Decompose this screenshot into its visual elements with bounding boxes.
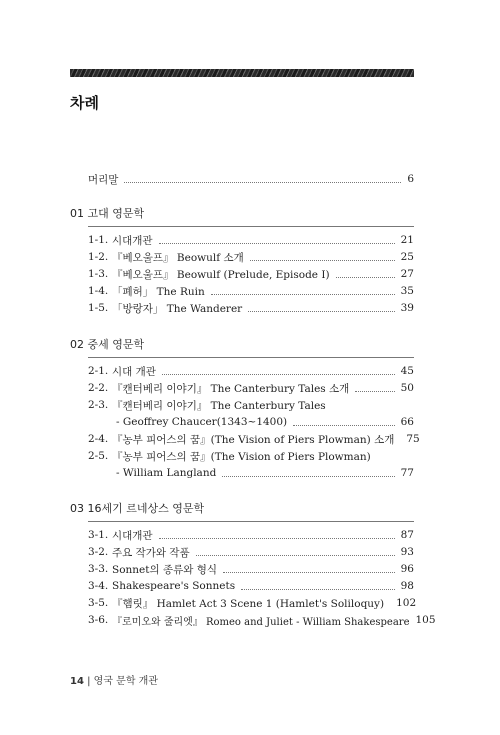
toc-entry-number: 2-3.	[88, 399, 109, 411]
toc-entry-title: 『농부 피어스의 꿈』(The Vision of Piers Plowman)	[112, 450, 371, 463]
toc-entry-title: 「폐허」 The Ruin	[112, 285, 205, 298]
toc-entry-title: 『캔터베리 이야기』 The Canterbury Tales 소개	[112, 382, 350, 395]
toc-entry[interactable]	[0, 611, 500, 629]
dot-leader	[293, 425, 394, 426]
toc-entry-continuation[interactable]	[0, 413, 500, 431]
toc-entry-title: 『로미오와 줄리엣』 Romeo and Juliet - William Shakespeare	[112, 616, 410, 628]
toc-entry-title: Sonnet의 종류와 형식	[112, 563, 218, 576]
toc-entry-number: 3-1.	[88, 529, 109, 541]
toc-page-number: 6	[407, 173, 414, 185]
toc-entry-number: 2-5.	[88, 450, 109, 462]
toc-entry[interactable]	[0, 362, 500, 380]
toc-entry-title: 시대 개관	[112, 365, 156, 378]
dot-leader	[159, 538, 395, 539]
toc-page-number: 102	[396, 597, 417, 609]
toc-entry-title: 시대개관	[112, 234, 153, 247]
toc-entry-title: 주요 작가와 작품	[112, 546, 190, 559]
toc-entry-number: 2-4.	[88, 433, 109, 445]
toc-entry[interactable]	[0, 231, 500, 249]
toc-entry-author: - Geoffrey Chaucer(1343~1400)	[116, 416, 288, 428]
toc-entry-title: 「방랑자」 The Wanderer	[112, 302, 243, 315]
toc-entry[interactable]	[0, 282, 500, 300]
toc-entry-title: 『농부 피어스의 꿈』(The Vision of Piers Plowman) 소개	[112, 433, 395, 446]
dot-leader	[162, 374, 395, 375]
section-divider	[88, 357, 414, 358]
toc-entry-title: 시대개관	[112, 529, 153, 542]
toc-entry-continuation[interactable]	[0, 464, 500, 482]
toc-entry[interactable]	[0, 396, 500, 414]
toc-entry-number: 3-4.	[88, 580, 109, 592]
toc-page-number: 87	[400, 529, 414, 541]
toc-entry[interactable]	[0, 379, 500, 397]
toc-page-number: 77	[400, 467, 414, 479]
dot-leader	[222, 476, 394, 477]
footer-separator: |	[87, 676, 94, 687]
toc-entry-number: 3-3.	[88, 563, 109, 575]
dot-leader	[211, 294, 395, 295]
dot-leader	[124, 182, 401, 183]
toc-page-number: 96	[400, 563, 414, 575]
toc-entry[interactable]	[0, 560, 500, 578]
toc-entry-number: 2-1.	[88, 365, 109, 377]
toc-entry-title: 『베오울프』 Beowulf 소개	[112, 251, 244, 264]
toc-page-number: 25	[400, 251, 414, 263]
toc-entry[interactable]	[0, 265, 500, 283]
dot-leader	[355, 391, 394, 392]
toc-entry[interactable]	[0, 543, 500, 561]
toc-entry[interactable]	[0, 594, 500, 612]
toc-entry-title: 『베오울프』 Beowulf (Prelude, Episode I)	[112, 268, 330, 281]
section-divider	[88, 521, 414, 522]
toc-entry[interactable]	[0, 248, 500, 266]
section-heading: 02 중세 영문학	[70, 338, 145, 351]
toc-entry[interactable]	[0, 447, 500, 465]
toc-page-number: 50	[400, 382, 414, 394]
dot-leader	[241, 589, 395, 590]
toc-entry[interactable]	[0, 430, 500, 448]
toc-page-number: 105	[415, 614, 436, 626]
toc-entry-number: 1-2.	[88, 251, 109, 263]
toc-page-number: 45	[400, 365, 414, 377]
toc-entry-number: 1-1.	[88, 234, 109, 246]
toc-entry-number: 3-5.	[88, 597, 109, 609]
toc-entry-author: - William Langland	[116, 467, 217, 479]
toc-page-number: 93	[400, 546, 414, 558]
dot-leader	[250, 260, 395, 261]
dot-leader	[248, 311, 394, 312]
section-divider	[88, 226, 414, 227]
toc-page-number: 21	[400, 234, 414, 246]
toc-page-number: 39	[400, 302, 414, 314]
header-decorative-bar	[70, 69, 414, 77]
toc-page-number: 66	[400, 416, 414, 428]
toc-entry-number: 3-2.	[88, 546, 109, 558]
toc-page-number: 75	[406, 433, 420, 445]
dot-leader	[223, 572, 395, 573]
toc-entry-preface[interactable]	[0, 170, 500, 188]
dot-leader	[196, 555, 395, 556]
toc-entry[interactable]	[0, 526, 500, 544]
toc-page-number: 27	[400, 268, 414, 280]
dot-leader	[159, 243, 395, 244]
footer-book-title: 영국 문학 개관	[93, 676, 158, 687]
toc-entry[interactable]	[0, 299, 500, 317]
page-title: 차례	[70, 94, 99, 112]
toc-page-number: 35	[400, 285, 414, 297]
page-footer	[70, 672, 158, 687]
toc-entry-number: 1-3.	[88, 268, 109, 280]
dot-leader	[336, 277, 395, 278]
toc-entry-number: 2-2.	[88, 382, 109, 394]
toc-entry[interactable]	[0, 577, 500, 595]
toc-entry-label: 머리말	[88, 173, 119, 186]
toc-entry-number: 1-4.	[88, 285, 109, 297]
footer-page-number: 14	[70, 676, 84, 687]
toc-entry-number: 1-5.	[88, 302, 109, 314]
toc-entry-title: 『햄릿』 Hamlet Act 3 Scene 1 (Hamlet's Soliloquy)	[112, 597, 385, 610]
toc-entry-title: Shakespeare's Sonnets	[112, 580, 236, 592]
section-heading: 03 16세기 르네상스 영문학	[70, 502, 205, 515]
section-heading: 01 고대 영문학	[70, 207, 145, 220]
toc-entry-title: 『캔터베리 이야기』 The Canterbury Tales	[112, 399, 326, 412]
toc-entry-number: 3-6.	[88, 614, 109, 626]
toc-page-number: 98	[400, 580, 414, 592]
